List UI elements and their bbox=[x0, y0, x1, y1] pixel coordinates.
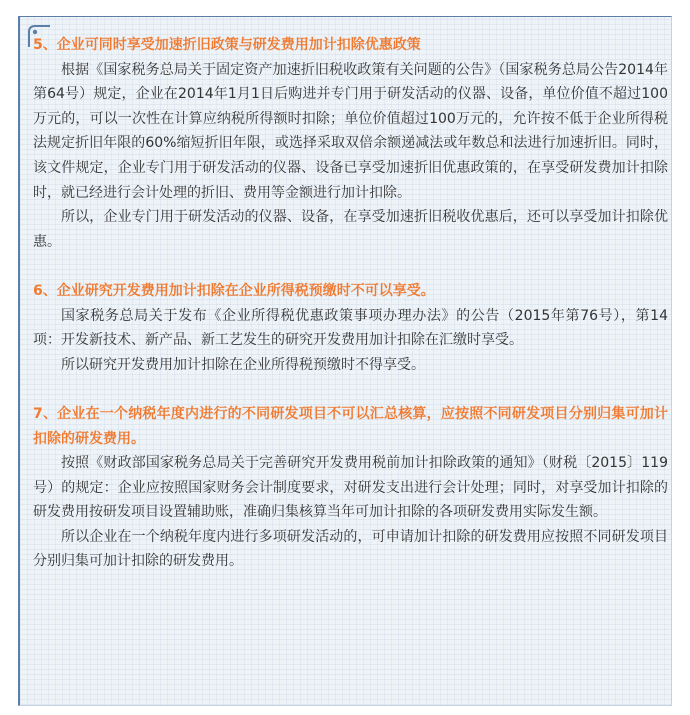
section-6-paragraph-1: 国家税务总局关于发布《企业所得税优惠政策事项办理办法》的公告（2015年第76号），第14项：开发新技术、新产品、新工艺发生的研究开发费用加计扣除在汇缴时享受。 bbox=[33, 307, 668, 349]
section-7-heading: 7、企业在一个纳税年度内进行的不同研发项目不可以汇总核算，应按照不同研发项目分别归集可加计扣除的研发费用。 bbox=[33, 405, 668, 447]
section-6-paragraph-2: 所以研究开发费用加计扣除在企业所得税预缴时不得享受。 bbox=[61, 356, 425, 373]
section-spacer bbox=[33, 254, 668, 279]
section-5-paragraph-2: 所以，企业专门用于研发活动的仪器、设备，在享受加速折旧税收优惠后，还可以享受加计扣除优惠。 bbox=[33, 209, 668, 250]
section-5-heading: 5、企业可同时享受加速折旧政策与研发费用加计扣除优惠政策 bbox=[33, 37, 421, 53]
section-7-paragraph-1: 按照《财政部国家税务总局关于完善研究开发费用税前加计扣除政策的通知》（财税〔2015〕119号）的规定：企业应按照国家财务会计制度要求，对研发支出进行会计处理；同时，对享受加计扣除的研发费用按研发项目设置辅助账，准确归集核算当年可加计扣除的各项研发费用实际发生额。 bbox=[33, 455, 668, 521]
section-6-heading: 6、企业研究开发费用加计扣除在企业所得税预缴时不可以享受。 bbox=[33, 282, 435, 299]
section-7-paragraph-2: 所以企业在一个纳税年度内进行多项研发活动的，可申请加计扣除的研发费用应按照不同研发项目分别归集可加计扣除的研发费用。 bbox=[33, 528, 668, 570]
section-spacer bbox=[33, 377, 668, 402]
section-5-paragraph-1: 根据《国家税务总局关于固定资产加速折旧税收政策有关问题的公告》（国家税务总局公告2014年第64号）规定，企业在2014年1月1日后购进并专门用于研发活动的仪器、设备，单位价值不超过100万元的，可以一次性在计算应纳税所得额时扣除；单位价值超过100万元的，允许按不低于企业所得税法规定折旧年限的60%缩短折旧年限，或选择采取双倍余额递减法或年数总和法进行加速折旧。同时，该文件规定，企业专门用于研发活动的仪器、设备已享受加速折旧优惠政策的，在享受研发费加计扣除时，就已经进行会计处理的折旧、费用等金额进行加计扣除。 bbox=[33, 61, 668, 201]
article-frame bbox=[18, 16, 672, 706]
article-content bbox=[33, 33, 668, 574]
